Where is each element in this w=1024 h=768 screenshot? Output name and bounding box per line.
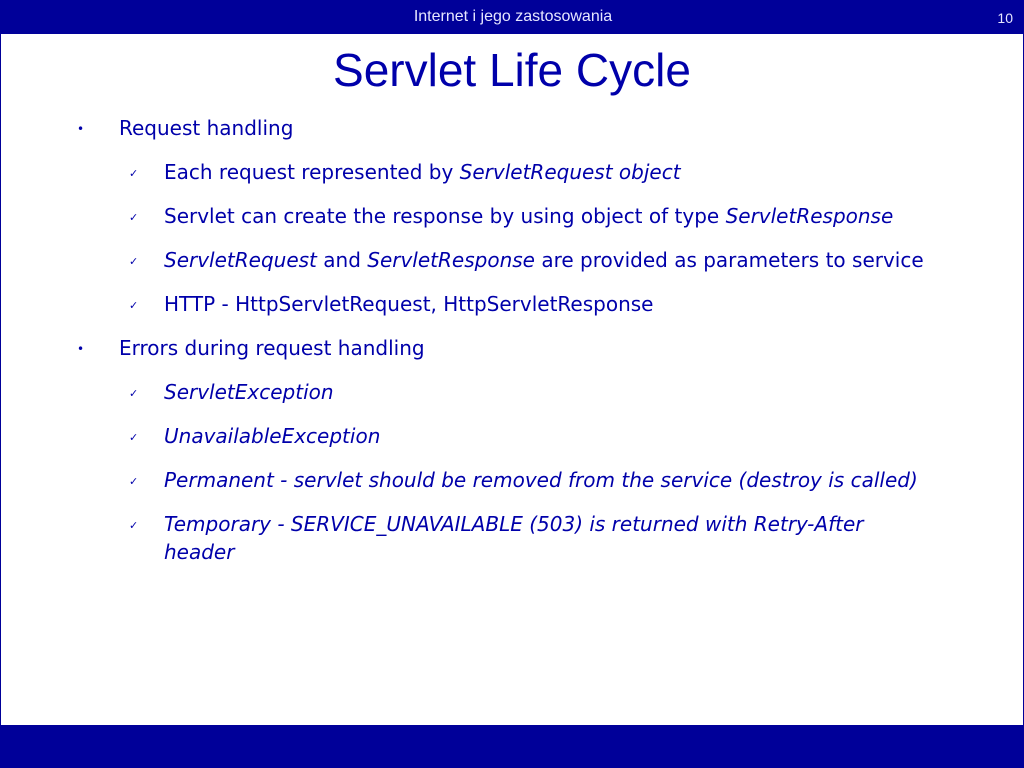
bullet-item (1, 334, 939, 362)
bullet-item (1, 114, 939, 142)
checkmark-icon: ✓ (129, 255, 139, 268)
sub-bullet-item (1, 378, 939, 406)
sub-bullet-text: Each request represented by (164, 160, 460, 184)
sub-bullet-text: ServletRequest (164, 248, 317, 272)
checkmark-icon: ✓ (129, 431, 139, 444)
bullet-icon: • (77, 342, 85, 356)
sub-bullet-item (1, 290, 939, 318)
sub-bullet-item (1, 158, 939, 186)
checkmark-icon: ✓ (129, 387, 139, 400)
checkmark-icon: ✓ (129, 211, 139, 224)
sub-bullet-text: Servlet can create the response by using object of type (164, 204, 726, 228)
sub-bullet-text: ServletException (164, 380, 334, 404)
sub-bullet-text: and (316, 248, 368, 272)
sub-bullet-item (1, 466, 939, 494)
bullet-icon: • (77, 122, 85, 136)
sub-bullet-text: UnavailableException (164, 424, 381, 448)
sub-bullet-text: HTTP - HttpServletRequest, HttpServletResponse (164, 292, 654, 316)
slide-title: Servlet Life Cycle (333, 44, 691, 96)
sub-bullet-text: Temporary - SERVICE_UNAVAILABLE (503) is returned with Retry-After header (164, 512, 864, 564)
bullet-text: Request handling (119, 116, 294, 140)
header-bar (1, 0, 1024, 34)
sub-bullet-text: ServletResponse (367, 248, 535, 272)
sub-bullet-item (1, 510, 939, 566)
checkmark-icon: ✓ (129, 475, 139, 488)
checkmark-icon: ✓ (129, 519, 139, 532)
bullet-text: Errors during request handling (119, 336, 425, 360)
sub-bullet-item (1, 202, 939, 230)
sub-bullet-item (1, 246, 939, 274)
sub-bullet-text: ServletRequest object (459, 160, 681, 184)
sub-bullet-text: Permanent - servlet should be removed from the service (destroy is called) (164, 468, 918, 492)
course-title: Internet i jego zastosowania (413, 8, 613, 25)
sub-bullet-text: ServletResponse (725, 204, 894, 228)
sub-bullet-item (1, 422, 939, 450)
page-number: 10 (997, 10, 1013, 26)
checkmark-icon: ✓ (129, 167, 139, 180)
sub-bullet-text: are provided as parameters to service (534, 248, 924, 272)
slide-content (1, 114, 1024, 582)
checkmark-icon: ✓ (129, 299, 139, 312)
footer-bar (1, 725, 1024, 768)
